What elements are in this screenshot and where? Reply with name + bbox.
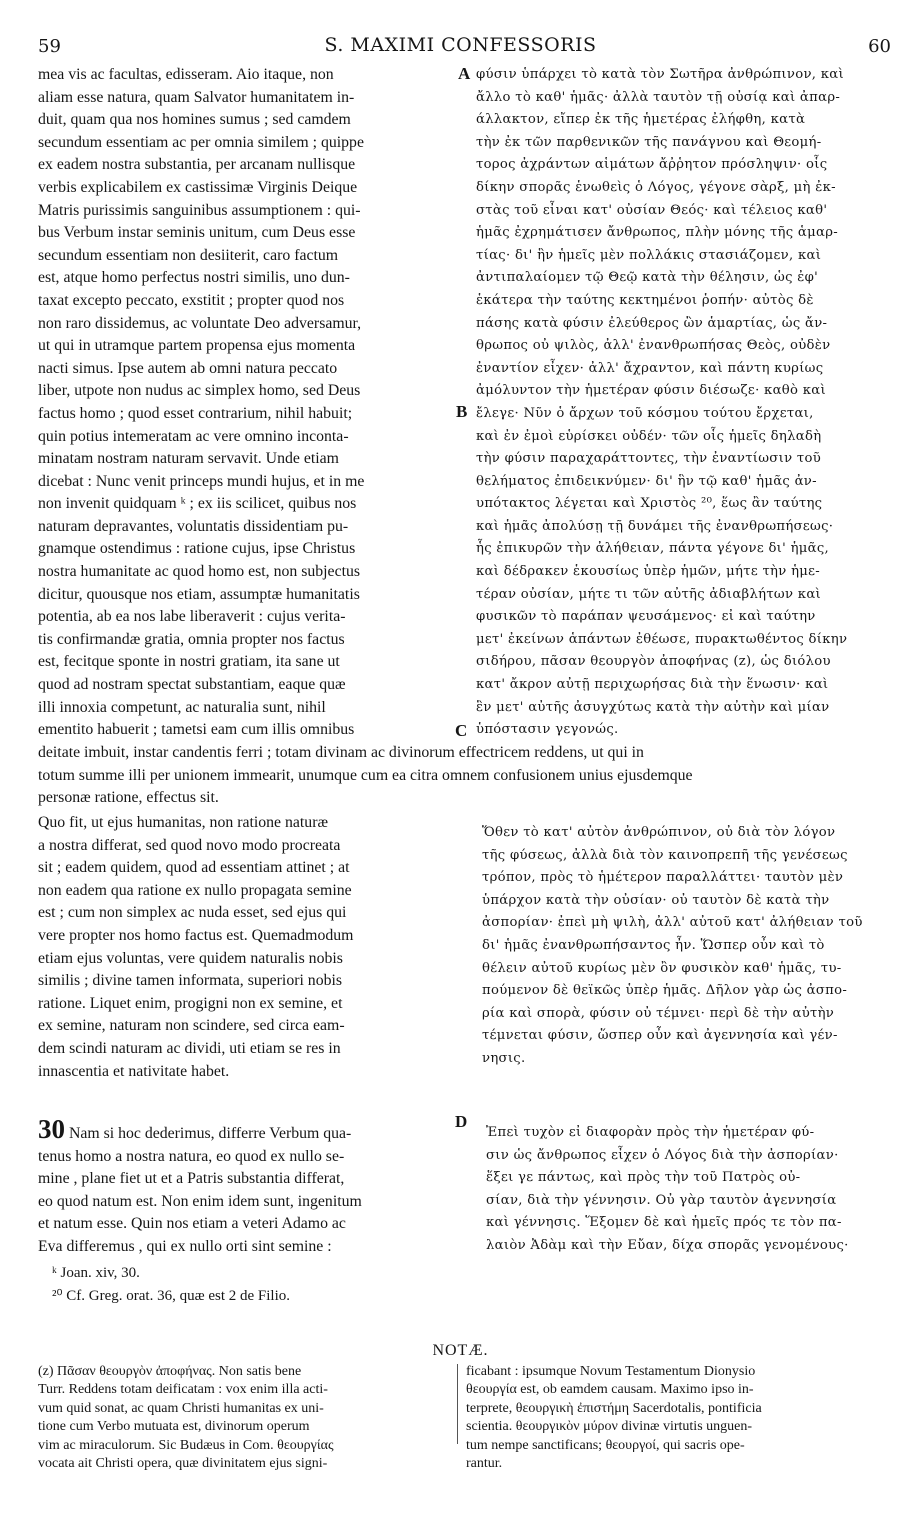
- latin-line: est, fecitque sponte in nostri gratiam, ita sane ut: [38, 653, 340, 671]
- footnote-joan: ᵏ Joan. xiv, 30.: [52, 1265, 140, 1281]
- latin-line: sit ; eadem quidem, quod ad essentiam attinet ; at: [38, 859, 350, 877]
- latin-line: ementito habuerit ; tametsi eam cum illis omnibus: [38, 721, 355, 739]
- margin-letter-d: D: [455, 1112, 468, 1131]
- notes-right-column: [466, 1363, 888, 1473]
- latin-full-line: deitate imbuit, instar candentis ferri ; totam divinam ac divinorum effectricem reddens, ut qui in: [38, 744, 644, 761]
- greek-line: ἀντιπαλαίομεν τῷ Θεῷ κατὰ τὴν θέλησιν, ὡς ἐφ': [476, 270, 819, 286]
- greek-line: νησις.: [482, 1050, 526, 1066]
- greek-line: ἀμόλυντον τὴν ἡμετέραν φύσιν διέσωζε· καθὸ καὶ: [476, 383, 826, 399]
- greek-line: λαιὸν Ἀδὰμ καὶ τὴν Εὔαν, δίχα σπορᾶς γενομένους·: [486, 1237, 849, 1253]
- latin-line: liber, utpote non nudus ac simplex homo, sed Deus: [38, 382, 361, 400]
- latin-bottom-line: et natum esse. Quin nos etiam a veteri Adamo ac: [38, 1215, 346, 1233]
- latin-line: mea vis ac facultas, edisseram. Aio itaque, non: [38, 66, 334, 83]
- greek-line: τορος ἀχράντων αἱμάτων ἄῤῥητον πρόσληψιν· οἷς: [476, 157, 828, 173]
- greek-line: ὑπάρχον κατὰ τὴν οὐσίαν· οὐ ταυτὸν δὲ κατὰ τὴν: [482, 892, 830, 908]
- note-line: tione cum Verbo mutuata est, divinorum operum: [38, 1419, 310, 1435]
- latin-column-top: [38, 64, 452, 742]
- greek-line: ἄλλο τὸ καθ' ἡμᾶς· ἀλλὰ ταυτὸν τῇ οὐσίᾳ καὶ ἀπαρ-: [476, 89, 841, 105]
- latin-bottom-line: Eva differemus , qui ex nullo orti sint semine :: [38, 1237, 332, 1255]
- latin-line: bus Verbum instar seminis unitum, cum Deus esse: [38, 224, 356, 242]
- note-line: terprete, θεουργικὴ ἐπιστήμη Sacerdotalis, pontificia: [466, 1400, 762, 1416]
- note-line: rantur.: [466, 1456, 503, 1472]
- page-number-left: 59: [38, 36, 61, 57]
- latin-line: etiam ejus voluntas, vere quidem naturalis nobis: [38, 949, 343, 967]
- greek-line: καὶ ἡμᾶς ἀπολύσῃ τῇ δυνάμει τῆς ἐνανθρωπήσεως·: [476, 518, 834, 534]
- greek-line: υπότακτος λέγεται καὶ Χριστὸς ²⁰, ἕως ἂν ταύτης: [476, 496, 823, 512]
- latin-line: ratione. Liquet enim, progigni non ex semine, et: [38, 994, 343, 1012]
- latin-column-bottom: [38, 1118, 452, 1259]
- note-line: Turr. Reddens totam deificatam : vox enim illa acti-: [38, 1382, 328, 1398]
- section-number: 30: [38, 1118, 65, 1144]
- latin-bottom-line: mine , plane fiet ut et a Patris substantia differat,: [38, 1170, 345, 1188]
- greek-line: δίκην σπορᾶς ἑνωθεὶς ὁ Λόγος, γέγονε σὰρξ, μὴ ἐκ-: [476, 179, 836, 195]
- greek-line: τέραν οὐσίαν, μήτε τι τῶν αὐτῆς ἀδιαβλήτων καὶ: [476, 586, 822, 602]
- latin-line: Quo fit, ut ejus humanitas, non ratione naturæ: [38, 814, 328, 831]
- greek-line: ἔλεγε· Νῦν ὁ ἄρχων τοῦ κόσμου τούτου ἔρχεται,: [476, 405, 814, 421]
- latin-line: Matris purissimis sanguinibus assumptionem : qui-: [38, 201, 361, 219]
- note-line: vocata ait Christi opera, quæ divinitatem ejus signi-: [38, 1456, 328, 1472]
- note-line: scientia. θεουργικὸν μύρον divinæ virtutis unguen-: [466, 1419, 753, 1435]
- latin-line: naturam depravantes, voluntatis dissidentiam pu-: [38, 517, 349, 535]
- greek-line: ἡμᾶς ἐχρημάτισεν ἄνθρωπος, πλὴν μόνης τῆς ἁμαρ-: [476, 225, 839, 241]
- greek-line: τέμνεται φύσιν, ὥσπερ οὖν καὶ ἀγεννησία καὶ γέν-: [482, 1028, 838, 1044]
- greek-line: θέλειν αὐτοῦ κυρίως μὲν ὂν φυσικὸν καθ' ἡμᾶς, τυ-: [482, 960, 842, 976]
- latin-line: nostra humanitate ac quod homo est, non subjectus: [38, 563, 361, 581]
- latin-line: quod ad nostram spectat substantiam, eaque quæ: [38, 676, 346, 694]
- latin-line: est, atque homo perfectus nostri similis, uno dun-: [38, 269, 350, 287]
- notes-column-divider: [457, 1364, 458, 1444]
- note-line: θεουργία est, ob eamdem causam. Maximo ipso in-: [466, 1382, 754, 1398]
- greek-line: ρία καὶ σπορὰ, φύσιν οὐ τέμνει· περὶ δὲ τὴν αὐτὴν: [482, 1005, 835, 1021]
- latin-line: similis ; divine tamen informata, superiori nobis: [38, 972, 343, 990]
- greek-line: Ἐπεὶ τυχὸν εἰ διαφορὰν πρὸς τὴν ἡμετέραν φύ-: [486, 1125, 815, 1140]
- greek-line: ἕξει γε πάντως, καὶ πρὸς τὴν τοῦ Πατρὸς οὐ-: [486, 1170, 801, 1186]
- latin-line: secundum essentiam non desiiterit, caro factum: [38, 246, 339, 264]
- greek-column-top: [476, 64, 888, 742]
- greek-line: τὴν φύσιν παραχαράττοντες, τὴν ἐναντίωσιν τοῦ: [476, 451, 822, 467]
- greek-line: κατ' ἄκρον αὐτῇ περιχωρήσας διὰ τὴν ἕνωσιν· καὶ: [476, 677, 829, 693]
- note-line: tum nempe sanctificans; θεουργοί, qui sacris ope-: [466, 1437, 745, 1453]
- latin-full-width: [38, 742, 888, 810]
- greek-line: τῆς φύσεως, ἀλλὰ διὰ τὸν καινοπρεπῆ τῆς γενέσεως: [482, 847, 848, 863]
- greek-line: σιδήρου, πᾶσαν θεουργὸν ἀποφήνας (z), ὡς διόλου: [476, 654, 831, 670]
- greek-line: πάσης κατὰ φύσιν ἐλεύθερος ὢν ἁμαρτίας, ὡς ἄν-: [476, 315, 828, 331]
- note-line: ficabant : ipsumque Novum Testamentum Dionysio: [466, 1364, 756, 1379]
- greek-line: δι' ἡμᾶς ἐνανθρωπήσαντος ἦν. Ὥσπερ οὖν καὶ τὸ: [482, 937, 825, 953]
- greek-line: ἀσπορίαν· ἐπεὶ μὴ ψιλὴ, ἀλλ' αὐτοῦ κατ' ἀλήθειαν τοῦ: [482, 915, 863, 931]
- latin-bottom-line: eo quod natum est. Non enim idem sunt, ingenitum: [38, 1192, 362, 1210]
- latin-line: verbis explicabilem ex castissimæ Virginis Deique: [38, 178, 358, 196]
- latin-line: quin potius intemeratam ac vere omnino inconta-: [38, 427, 349, 445]
- latin-line: non raro dissidemus, ac voluntate Deo adversamur,: [38, 314, 362, 332]
- note-line: vum quid sonat, ac quam Christi humanitas ex uni-: [38, 1400, 324, 1416]
- greek-line: σιν ὡς ἄνθρωπος εἶχεν ὁ Λόγος διὰ τὴν ἀσπορίαν·: [486, 1147, 839, 1163]
- greek-line: ἐναντίον εἶχεν· ἀλλ' ἄχραντον, καὶ πάντη κυρίως: [476, 360, 824, 376]
- latin-full-line: totum summe illi per unionem immearit, unumque cum ea citra omnem confusionem unius ejusdemque: [38, 766, 693, 784]
- greek-line: καὶ γέννησις. Ἕξομεν δὲ καὶ ἡμεῖς πρός τε τὸν πα-: [486, 1215, 842, 1231]
- latin-line: ut qui in utramque partem propensa ejus momenta: [38, 337, 356, 355]
- greek-column-middle: [482, 822, 888, 1071]
- greek-line: ὑπόστασιν γεγονώς.: [476, 722, 619, 738]
- latin-line: ex semine, naturam non scindere, sed circa eam-: [38, 1017, 345, 1035]
- latin-line: duit, quam qua nos homines sumus ; sed camdem: [38, 111, 351, 129]
- greek-line: θελήματος ἐπιδεικνύμεν· δι' ἣν τῷ καθ' ἡμᾶς ἀν-: [476, 473, 817, 489]
- latin-column-middle: [38, 812, 452, 1083]
- latin-line: aliam esse natura, quam Salvator humanitatem in-: [38, 88, 355, 106]
- greek-line: μετ' ἐκείνων ἁπάντων ἐθέωσε, πυρακτωθέντος δίκην: [476, 631, 848, 647]
- latin-bottom-line: 30 Nam si hoc dederimus, differre Verbum qua-: [38, 1118, 452, 1146]
- page-number-right: 60: [868, 36, 891, 57]
- latin-line: potentia, ab ea nos labe liberaverit : cujus verita-: [38, 608, 346, 626]
- latin-line: tis confirmandæ gratia, omnia propter nos factus: [38, 630, 345, 648]
- page-title: S. MAXIMI CONFESSORIS: [324, 34, 597, 56]
- latin-line: a nostra differat, sed quod novo modo procreata: [38, 836, 341, 854]
- latin-line: dicitur, quousque nos etiam, assumptæ humanitatis: [38, 585, 360, 603]
- latin-line: dem scindi naturam ac dividi, uti etiam se res in: [38, 1039, 341, 1057]
- margin-letter-b: B: [456, 402, 468, 421]
- greek-line: ἧς ἐπικυρῶν τὴν ἀλήθειαν, πάντα γέγονε δι' ἡμᾶς,: [476, 541, 830, 557]
- greek-line: τρόπον, πρὸς τὸ ἡμέτερον παραλλάττει· ταυτὸν μὲν: [482, 870, 844, 886]
- latin-line: gnamque ostendimus : ratione cujus, ipse Christus: [38, 540, 356, 558]
- greek-line: φυσικῶν τὸ παράπαν ψευσάμενος· εἰ καὶ ταύτην: [476, 609, 816, 625]
- latin-line: vere propter nos homo factus est. Quemadmodum: [38, 926, 354, 944]
- greek-line: καὶ δέδρακεν ἑκουσίως ὑπὲρ ἡμῶν, μήτε τὴν ἡμε-: [476, 564, 821, 580]
- greek-line: τίας· δι' ἣν ἡμεῖς μὲν πολλάκις στασιάζομεν, καὶ: [476, 247, 822, 263]
- greek-line: στὰς τοῦ εἶναι κατ' οὐσίαν Θεός· καὶ τέλειος καθ': [476, 202, 828, 218]
- latin-line: est ; cum non simplex ac nuda esset, sed ejus qui: [38, 904, 347, 922]
- greek-column-bottom: [486, 1122, 888, 1258]
- greek-line: φύσιν ὑπάρχει τὸ κατὰ τὸν Σωτῆρα ἀνθρώπινον, καὶ: [476, 67, 844, 82]
- latin-bottom-line: tenus homo a nostra natura, eo quod ex nullo se-: [38, 1147, 345, 1165]
- margin-letter-a: A: [458, 64, 471, 83]
- latin-line: innascentia et nativitate habet.: [38, 1062, 230, 1080]
- latin-full-line: personæ ratione, effectus sit.: [38, 789, 219, 807]
- greek-line: Ὅθεν τὸ κατ' αὐτὸν ἀνθρώπινον, οὐ διὰ τὸν λόγον: [482, 825, 836, 840]
- greek-line: θρωπος οὐ ψιλὸς, ἀλλ' ἐνανθρωπήσας Θεὸς, οὐδὲν: [476, 338, 831, 354]
- greek-line: άλλακτον, εἴπερ ἐκ τῆς ἡμετέρας ἐλήφθη, κατὰ: [476, 112, 806, 128]
- greek-line: ἓν μετ' αὐτῆς ἀσυγχύτως κατὰ τὴν αὐτὴν καὶ μίαν: [476, 699, 830, 715]
- latin-line: minatam nostram naturam servavit. Unde etiam: [38, 450, 339, 468]
- footnote-greg: ²⁰ Cf. Greg. orat. 36, quæ est 2 de Filio.: [52, 1288, 290, 1304]
- latin-line: factus homo ; quod esset contrarium, nihil habuit;: [38, 404, 353, 422]
- latin-line: ex eadem nostra substantia, per arcanam nullisque: [38, 156, 356, 174]
- greek-line: πούμενον δὲ θεϊκῶς ὑπὲρ ἡμᾶς. Δῆλον γὰρ ὡς ἀσπο-: [482, 983, 848, 999]
- latin-line: taxat excepto peccato, exstitit ; propter quod nos: [38, 291, 345, 309]
- latin-line: nacti simus. Ipse autem ab omni natura peccato: [38, 359, 338, 377]
- latin-line: non invenit quidquam ᵏ ; ex iis scilicet, quibus nos: [38, 495, 357, 513]
- latin-line: secundum essentiam ac per omnia similem ; quippe: [38, 133, 364, 151]
- latin-line: illi innoxia competunt, ac naturalia sunt, nihil: [38, 698, 326, 716]
- margin-letter-c: C: [455, 721, 468, 740]
- note-line: (z) Πᾶσαν θεουργὸν ἀποφήνας. Non satis bene: [38, 1364, 302, 1379]
- greek-line: τὴν ἐκ τῶν παρθενικῶν τῆς πανάγνου καὶ Θεομή-: [476, 134, 822, 150]
- greek-line: ἑκάτερα τὴν ταύτης κεκτημένοι ῥοπήν· αὐτὸς δὲ: [476, 292, 814, 308]
- greek-line: καὶ ἐν ἐμοὶ εὑρίσκει οὐδέν· τῶν οἷς ἡμεῖς δηλαδὴ: [476, 428, 822, 444]
- note-line: vim ac miraculorum. Sic Budæus in Com. θεουργίας: [38, 1437, 334, 1453]
- notes-left-column: [38, 1363, 450, 1473]
- latin-line: dicebat : Nunc venit princeps mundi hujus, et in me: [38, 472, 365, 490]
- notae-heading: NOTÆ.: [432, 1342, 489, 1359]
- greek-line: σίαν, διὰ τὴν γέννησιν. Οὐ γὰρ ταυτὸν ἀγεννησία: [486, 1192, 837, 1208]
- latin-line: non eadem qua ratione ex nullo propagata semine: [38, 881, 352, 899]
